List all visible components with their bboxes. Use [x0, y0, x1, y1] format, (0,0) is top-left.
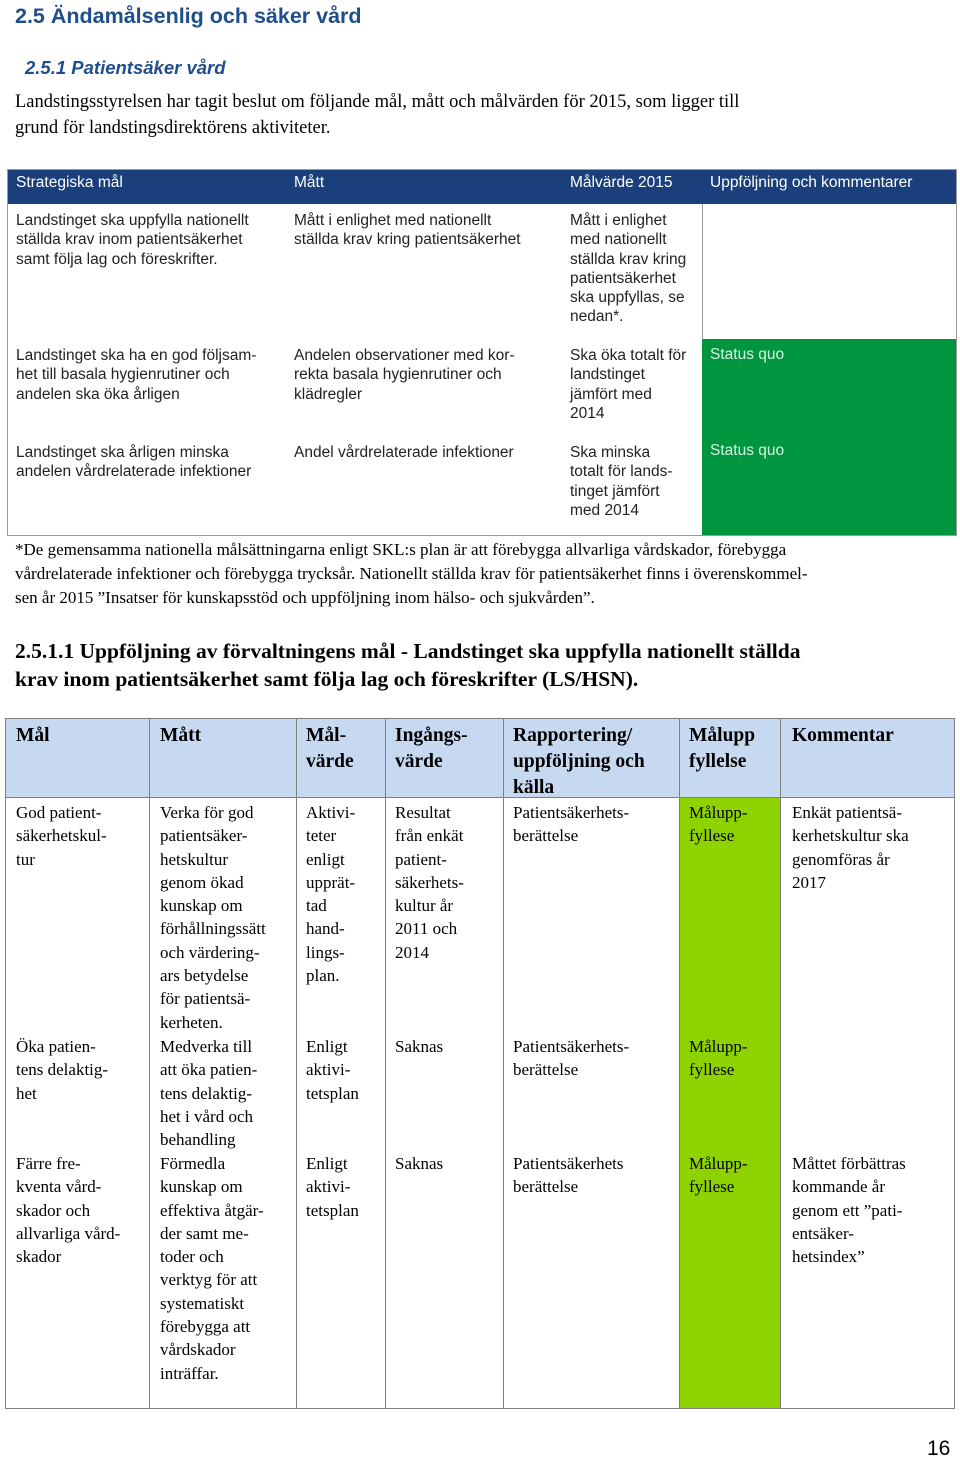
table1-row1-measure: Mått i enlighet med nationellt ställda krav kring patientsäkerhet — [294, 212, 521, 249]
table2-col-divider — [385, 719, 386, 1408]
table2-row3-fulfilment: Målupp- fyllese — [689, 1154, 748, 1197]
table1-row3-target: Ska minska totalt för lands- tinget jämfört med 2014 — [570, 444, 673, 519]
table1-row1-goal: Landstinget ska uppfylla nationellt ställda krav inom patientsäkerhet samt följa lag och föreskrifter. — [16, 212, 249, 268]
table2-row3-goal: Färre fre- kventa vård- skador och allvarliga vård- skador — [16, 1154, 121, 1267]
table1-row2-goal: Landstinget ska ha en god följsam- het till basala hygienrutiner och andelen ska öka årligen — [16, 347, 257, 403]
table2-row2-reporting: Patientsäkerhets- berättelse — [513, 1037, 630, 1080]
table2-header-fulfilment: Målupp fyllelse — [689, 725, 756, 772]
table2-header-comment: Kommentar — [792, 725, 894, 746]
table2-row1-measure: Verka för god patientsäker- hetskultur genom ökad kunskap om förhållningssätt och värdering- ars betydelse för patientsä- kerheten. — [160, 803, 266, 1032]
table2-col-divider — [296, 719, 297, 1408]
table1-row2-target: Ska öka totalt för landstinget jämfört med 2014 — [570, 347, 687, 422]
table1-header-measure: Mått — [294, 174, 325, 191]
strategic-goals-table — [7, 169, 957, 536]
table1-row2-status: Status quo — [710, 346, 785, 363]
table1-row3-goal: Landstinget ska årligen minska andelen vårdrelaterade infektioner — [16, 444, 252, 481]
table2-row1-fulfilment: Målupp- fyllese — [689, 803, 748, 846]
table2-row3-measure: Förmedla kunskap om effektiva åtgär- der samt me- toder och verktyg för att systematiskt förebygga att vårdskador inträffar. — [160, 1154, 264, 1383]
table1-row2-measure: Andelen observationer med kor- rekta basala hygienrutiner och klädregler — [294, 347, 515, 403]
table2-row1-reporting: Patientsäkerhets- berättelse — [513, 803, 630, 846]
table2-row1-comment: Enkät patientsä- kerhetskultur ska genomföras år 2017 — [792, 803, 909, 892]
table1-header-followup: Uppföljning och kommentarer — [710, 174, 913, 191]
table2-col-divider — [679, 719, 680, 1408]
table2-header-goal: Mål — [16, 725, 50, 746]
table2-row3-reporting: Patientsäkerhets berättelse — [513, 1154, 624, 1197]
table1-row3-status: Status quo — [710, 442, 785, 459]
table2-col-divider — [503, 719, 504, 1408]
table2-col-divider — [149, 719, 150, 1408]
followup-heading: 2.5.1.1 Uppföljning av förvaltningens mål - Landstinget ska uppfylla nationellt ställda krav inom patientsäkerhet samt följa lag och föreskrifter (LS/HSN). — [15, 639, 801, 691]
table2-col-divider — [780, 719, 781, 1408]
table2-row3-target: Enligt aktivi- tetsplan — [306, 1154, 359, 1220]
table1-row3-measure: Andel vårdrelaterade infektioner — [294, 444, 514, 461]
table2-row2-target: Enligt aktivi- tetsplan — [306, 1037, 359, 1103]
subsection-heading: 2.5.1 Patientsäker vård — [25, 57, 226, 78]
table1-header-target: Målvärde 2015 — [570, 174, 673, 191]
table1-row1-target: Mått i enlighet med nationellt ställda krav kring patientsäkerhet ska uppfyllas, se nedan*. — [570, 212, 687, 326]
table2-row2-measure: Medverka till att öka patien- tens delaktig- het i vård och behandling — [160, 1037, 258, 1150]
section-heading: 2.5 Ändamålsenlig och säker vård — [15, 4, 362, 28]
table2-row2-fulfilment: Målupp- fyllese — [689, 1037, 748, 1080]
followup-table — [5, 718, 955, 1409]
table1-row2-status-cell — [702, 339, 956, 435]
page-number: 16 — [927, 1437, 951, 1460]
footnote: *De gemensamma nationella målsättningarna enligt SKL:s plan är att förebygga allvarliga vårdskador, förebygga vårdrelaterade infektioner och förebygga trycksår. Nationellt ställda krav för patientsäkerhet finns i överenskommel- sen år 2015 ”Insatser för kunskapsstöd och uppföljning inom hälso- och sjukvården”. — [15, 540, 808, 607]
table2-row1-target: Aktivi- teter enligt upprät- tad hand- lings- plan. — [306, 803, 356, 986]
table1-header-divider — [8, 197, 956, 204]
table1-row3-status-cell — [702, 435, 956, 535]
table2-row2-baseline: Saknas — [395, 1037, 444, 1056]
table2-row3-comment: Måttet förbättras kommande år genom ett ”pati- entsäker- hetsindex” — [792, 1154, 906, 1267]
table2-row2-goal: Öka patien- tens delaktig- het — [16, 1037, 109, 1103]
table2-header-baseline: Ingångs- värde — [395, 725, 468, 772]
table2-row1-baseline: Resultat från enkät patient- säkerhets- kultur år 2011 och 2014 — [395, 803, 464, 962]
table2-row3-baseline: Saknas — [395, 1154, 444, 1173]
intro-paragraph: Landstingsstyrelsen har tagit beslut om följande mål, mått och målvärden för 2015, som ligger till grund för landstingsdirektörens aktiviteter. — [15, 92, 740, 138]
table1-header-goal: Strategiska mål — [16, 174, 123, 191]
table2-header-reporting: Rapportering/ uppföljning och källa — [513, 725, 645, 798]
table2-row1-goal: God patient- säkerhetskul- tur — [16, 803, 107, 869]
goal-fulfilment-column-fill — [680, 798, 780, 1408]
table2-header-target: Mål- värde — [306, 725, 354, 772]
table1-header-row — [8, 170, 956, 197]
table2-header-measure: Mått — [160, 725, 202, 746]
